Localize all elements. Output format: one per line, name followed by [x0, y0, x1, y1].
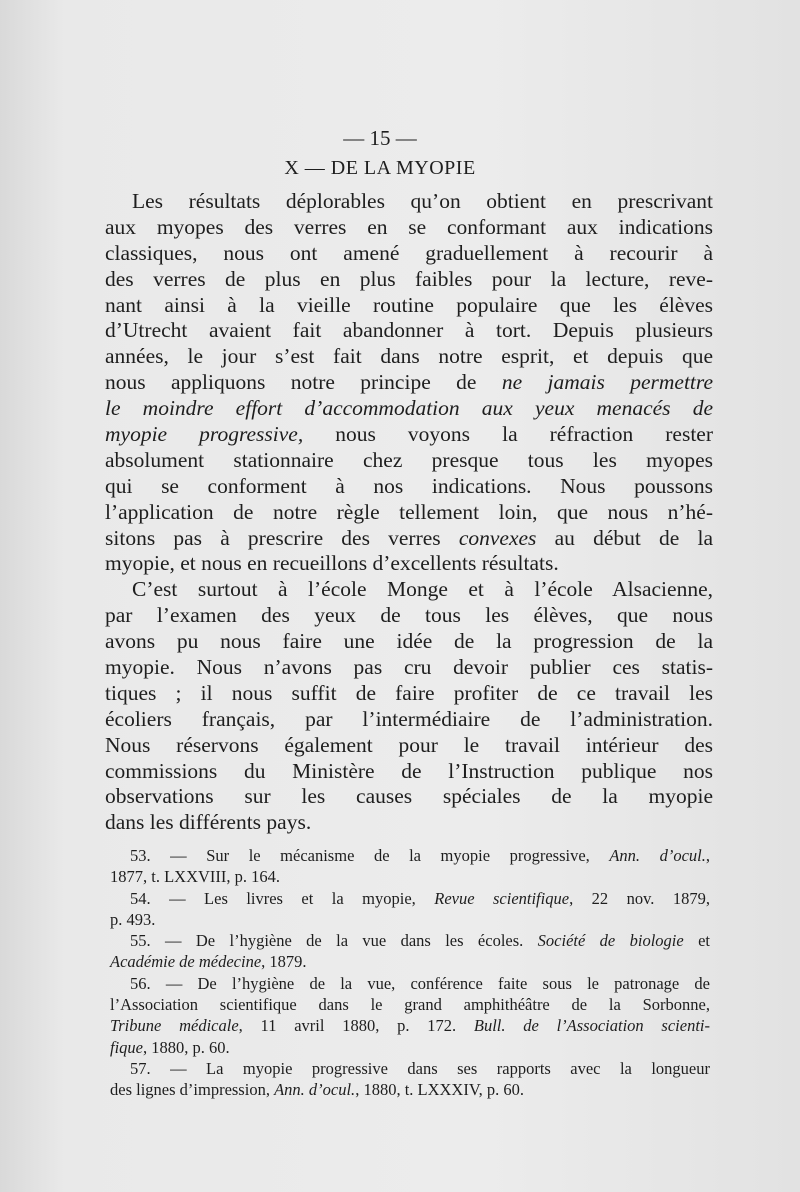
text-segment: classiques, nous ont amené graduellement à recourir à [105, 240, 713, 265]
text-segment: années, le jour s’est fait dans notre esprit, et depuis que [105, 344, 713, 369]
page-number: — 15 — [343, 126, 417, 150]
text-segment: qui se conforment à nos indications. Nous poussons [105, 473, 713, 498]
text-line [105, 576, 713, 602]
text-line [105, 654, 713, 680]
text-line [105, 266, 713, 292]
text-line [105, 783, 713, 809]
text-line [105, 499, 713, 525]
footnote-line [110, 973, 710, 994]
text-segment: 57. — La myopie progressive dans ses rapports avec la longueur [130, 1058, 710, 1078]
text-segment: , 22 nov. 1879, [569, 888, 710, 908]
text-segment: Nous réservons également pour le travail intérieur des [105, 732, 713, 757]
text-line [105, 240, 713, 266]
text-segment: avons pu nous faire une idée de la progression de la [105, 629, 713, 654]
italic-text: Tribune médicale [110, 1016, 239, 1036]
footnote-line [110, 909, 710, 930]
text-line [105, 525, 713, 551]
text-line [105, 758, 713, 784]
text-line [105, 628, 713, 654]
text-line [105, 809, 713, 835]
text-segment: nous appliquons notre principe de [105, 370, 502, 395]
text-line [105, 680, 713, 706]
text-segment: sitons pas à prescrire des verres [105, 525, 459, 550]
text-segment: Les résultats déplorables qu’on obtient en prescrivant [132, 189, 713, 213]
text-segment: absolument stationnaire chez presque tous les myopes [105, 447, 713, 472]
text-line [105, 214, 713, 240]
footnote-line [110, 1058, 710, 1079]
footnote-line [110, 994, 710, 1015]
text-segment: commissions du Ministère de l’Instruction publique nos [105, 758, 713, 783]
text-segment: , 1879. [261, 952, 307, 972]
text-segment: 54. — Les livres et la myopie, [130, 888, 435, 908]
text-line [105, 343, 713, 369]
text-segment: , 1880, t. LXXXIV, p. 60. [355, 1080, 525, 1100]
text-segment: aux myopes des verres en se conformant aux indications [105, 214, 713, 239]
italic-text: fique [110, 1037, 143, 1057]
italic-text: Revue scientifique [434, 888, 570, 908]
text-segment: C’est surtout à l’école Monge et à l’école Alsacienne, [132, 577, 713, 602]
text-line [105, 706, 713, 732]
text-line [105, 188, 713, 214]
footnote-line [110, 1079, 710, 1100]
footnote-line [110, 1015, 710, 1036]
text-segment: myopie. Nous n’avons pas cru devoir publier ces statis- [105, 655, 713, 680]
text-segment: au début de la [536, 525, 713, 550]
body-text [105, 188, 713, 835]
italic-text: le moindre effort d’accommodation aux yeux menacés de [105, 396, 713, 421]
italic-text: Ann. d’ocul. [274, 1080, 356, 1100]
text-segment: et [683, 931, 710, 951]
footnote-line [110, 866, 710, 887]
text-segment: nous voyons la réfraction rester [303, 422, 713, 447]
text-segment: tiques ; il nous suffit de faire profiter de ce travail les [105, 680, 713, 705]
text-line [105, 421, 713, 447]
text-segment: , 11 avril 1880, p. 172. [238, 1016, 474, 1036]
text-line [105, 550, 713, 576]
text-segment: des verres de plus en plus faibles pour la lecture, reve- [105, 266, 713, 291]
text-segment: 1877, t. LXXVIII, p. 164. [110, 867, 281, 887]
text-line [105, 317, 713, 343]
text-segment: observations sur les causes spéciales de la myopie [105, 784, 713, 809]
text-segment: , 1880, p. 60. [143, 1037, 230, 1057]
text-segment: d’Utrecht avaient fait abandonner à tort. Depuis plusieurs [105, 318, 713, 343]
text-line [105, 447, 713, 473]
text-segment: , [705, 846, 710, 865]
text-segment: par l’examen des yeux de tous les élèves, que nous [105, 603, 713, 628]
text-segment: 55. — De l’hygiène de la vue dans les écoles. [130, 931, 538, 951]
text-segment: dans les différents pays. [105, 810, 312, 835]
text-segment: myopie, et nous en recueillons d’excellents résultats. [105, 551, 559, 576]
text-line [105, 369, 713, 395]
text-segment: p. 493. [110, 909, 156, 929]
footnote-line [110, 930, 710, 951]
text-segment: 53. — Sur le mécanisme de la myopie progressive, [130, 846, 610, 865]
text-segment: nant ainsi à la vieille routine populaire que les élèves [105, 292, 713, 317]
footnote-line [110, 1037, 710, 1058]
footnote-line [110, 888, 710, 909]
text-segment: écoliers français, par l’intermédiaire de l’administration. [105, 706, 713, 731]
text-segment: 56. — De l’hygiène de la vue, conférence faite sous le patronage de [130, 973, 710, 993]
footnotes [110, 845, 710, 1101]
text-line [105, 473, 713, 499]
text-line [105, 292, 713, 318]
italic-text: convexes [458, 525, 537, 550]
footnote-line [110, 845, 710, 866]
italic-text: myopie progressive, [105, 422, 304, 447]
footnote-line [110, 951, 710, 972]
italic-text: ne jamais permettre [501, 370, 714, 395]
italic-text: Ann. d’ocul. [609, 846, 706, 865]
text-segment: des lignes d’impression, [110, 1080, 275, 1100]
chapter-title: X — DE LA MYOPIE [284, 157, 476, 179]
italic-text: Académie de médecine [110, 952, 262, 972]
text-line [105, 732, 713, 758]
text-segment: l’application de notre règle tellement loin, que nous n’hé- [105, 499, 713, 524]
italic-text: Bull. de l’Association scienti- [473, 1016, 710, 1036]
italic-text: Société de biologie [537, 931, 684, 951]
text-line [105, 602, 713, 628]
text-line [105, 395, 713, 421]
text-segment: l’Association scientifique dans le grand amphithéâtre de la Sorbonne, [110, 995, 710, 1015]
